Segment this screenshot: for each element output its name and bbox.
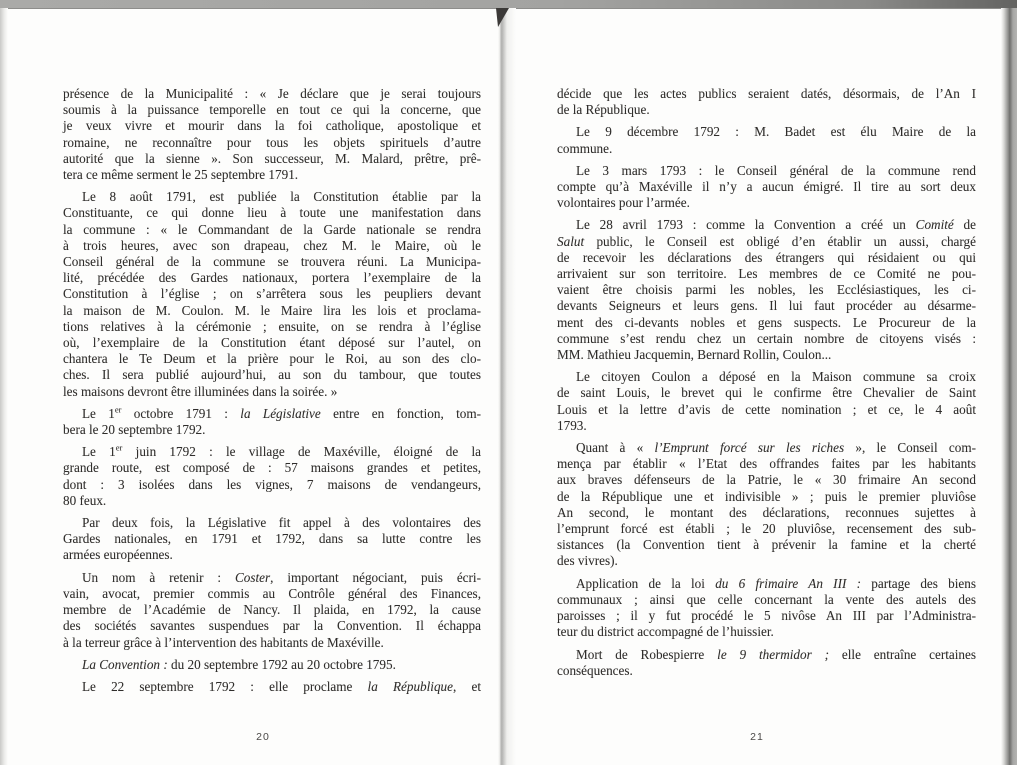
text-line: à la terreur grâce à l’intervention des habitants de Maxéville.	[63, 634, 384, 650]
text-line: chantera le Te Deum et la prière pour le Roi, au son des clo-	[63, 351, 481, 367]
text-line: Application de la loi du 6 frimaire An III : partage des biens	[576, 575, 976, 591]
text-line: sistances (la Convention tient à prévenir la famine et la cherté	[557, 537, 976, 553]
text-line: Louis et la lettre d’avis de cette nomination ; et ce, le 4 août	[557, 401, 976, 417]
text-line: Mort de Robespierre le 9 thermidor ; elle entraîne certaines	[576, 646, 976, 662]
text-line: à trois heures, avec son drapeau, chez M. le Maire, où le	[63, 237, 481, 253]
text-line: Le 8 août 1791, est publiée la Constitution établie par la	[82, 189, 481, 205]
text-line: lité, précédée des Gardes nationaux, portera l’exemplaire de la	[63, 270, 481, 286]
text-line: la maison de M. Coulon. M. le Maire lira les lois et proclama-	[63, 302, 481, 318]
text-line: ches. Il sera publié aujourd’hui, au son du tambour, que toutes	[63, 367, 481, 383]
text-line: ment des ci-devants nobles et gens suspects. Le Procureur de la	[557, 314, 976, 330]
text-line: je veux vivre et mourir dans la foi catholique, apostolique et	[63, 118, 481, 134]
text-line: tions relatives à la cérémonie ; ensuite, on se rendra à l’église	[63, 318, 481, 334]
text-line: La Convention : du 20 septembre 1792 au 20 octobre 1795.	[82, 656, 396, 672]
text-line: Le 22 septembre 1792 : elle proclame la République, et	[82, 678, 481, 694]
text-line: Le citoyen Coulon a déposé en la Maison commune sa croix	[576, 369, 976, 385]
text-line: devants Seigneurs et leurs gens. Il lui faut procéder au désarme-	[557, 298, 976, 314]
right-page-text-block	[557, 86, 976, 679]
paragraph	[557, 163, 976, 212]
paragraph	[63, 189, 481, 400]
paragraph	[557, 217, 976, 363]
text-line: les maisons devront être illuminées dans la soirée. »	[63, 383, 338, 399]
paragraph	[63, 515, 481, 564]
paragraph	[63, 657, 481, 673]
paragraph	[557, 576, 976, 641]
text-line: présence de la Municipalité : « Je déclare que je serai toujours	[63, 86, 481, 101]
text-line: vaient être choisis parmi les nobles, les Ecclésiastiques, les ci-	[557, 282, 976, 298]
paragraph	[557, 86, 976, 118]
text-line: Le 3 mars 1793 : le Conseil général de la commune rend	[576, 162, 976, 178]
text-line: soumis à la puissance temporelle en tout ce qui la concerne, que	[63, 102, 481, 118]
text-line: autorité que la sienne ». Son successeur, M. Malard, prêtre, prê-	[63, 150, 481, 166]
text-line: aux braves défenseurs de la Patrie, le « 30 frimaire An second	[557, 472, 976, 488]
text-line: romaine, ne reconnaître pour tous les objets spirituels d’autre	[63, 134, 481, 150]
text-line: Le 28 avril 1793 : comme la Convention a créé un Comité de	[576, 217, 977, 233]
text-line: de recevoir les déclarations des étrangers qui résidaient ou qui	[557, 249, 976, 265]
text-line: 80 feux.	[63, 492, 107, 508]
text-line: la commune : « le Commandant de la Garde nationale se rendra	[63, 221, 481, 237]
book-outer-edge-left	[0, 8, 8, 765]
text-line: Conseil général de la commune se trouvera réuni. La Municipa-	[63, 254, 481, 270]
text-line: compte qu’à Maxéville il n’y a aucun émigré. Il tire au sort deux	[557, 179, 976, 195]
text-line: grande route, est composé de : 57 maisons grandes et petites,	[63, 460, 481, 476]
left-page-text-block	[63, 86, 481, 695]
text-line: Un nom à retenir : Coster, important négociant, puis écri-	[82, 569, 481, 585]
page-number-right: 21	[750, 731, 764, 743]
paragraph	[557, 369, 976, 434]
text-line: commune.	[557, 140, 613, 156]
text-line: Constitution à l’église ; on s’arrêtera sous les peupliers devant	[63, 286, 481, 302]
book-outer-edge-right	[1001, 8, 1017, 765]
book-gutter	[498, 8, 516, 765]
text-line: conséquences.	[557, 662, 633, 678]
text-line: des vivres).	[557, 553, 618, 569]
text-line: Le 1er juin 1792 : le village de Maxéville, éloigné de la	[82, 442, 481, 460]
text-line: teur du district accompagné de l’huissier.	[557, 624, 774, 640]
text-line: communaux ; ainsi que celle concernant la vente des autels des	[557, 591, 976, 607]
text-line: paroisses ; il y fut procédé le 5 nivôse An III par l’Administra-	[557, 608, 976, 624]
text-line: des sociétés savantes suspendues par la Convention. Il échappa	[63, 618, 481, 634]
text-line: Constituante, ce qui donne lieu à toute une manifestation dans	[63, 205, 481, 221]
paragraph	[63, 444, 481, 509]
text-line: Gardes nationales, en 1791 et 1792, dans sa lutte contre les	[63, 531, 481, 547]
text-line: dont : 3 isolées dans les vignes, 7 maisons de vendangeurs,	[63, 476, 481, 492]
paragraph	[63, 570, 481, 651]
paragraph	[63, 406, 481, 438]
text-line: l’emprunt forcé est établi ; le 20 pluviôse, recensement des sub-	[557, 521, 976, 537]
text-line: commune s’est rendu chez un certain nombre de citoyens visés :	[557, 330, 976, 346]
text-line: MM. Mathieu Jacquemin, Bernard Rollin, Coulon...	[557, 347, 832, 363]
paragraph	[557, 647, 976, 679]
text-line: décide que les actes publics seraient datés, désormais, de l’An I	[557, 86, 976, 101]
text-line: Quant à « l’Emprunt forcé sur les riches », le Conseil com-	[576, 440, 976, 456]
text-line: où, l’exemplaire de la Constitution étant déposé sur l’autel, on	[63, 335, 481, 351]
paragraph	[63, 86, 481, 183]
text-line: tera ce même serment le 25 septembre 1791.	[63, 167, 299, 183]
page-number-left: 20	[256, 731, 270, 743]
gutter-shadow-notch	[496, 8, 509, 27]
text-line: Le 9 décembre 1792 : M. Badet est élu Maire de la	[576, 124, 976, 140]
paragraph	[557, 124, 976, 156]
text-line: vain, avocat, premier commis au Contrôle général des Finances,	[63, 585, 481, 601]
text-line: armées européennes.	[63, 547, 173, 563]
text-line: arrivaient sur son territoire. Les membres de ce Comité ne pou-	[557, 266, 976, 282]
text-line: de la République.	[557, 102, 650, 118]
text-line: de la République une et indivisible » ; puis le premier pluviôse	[557, 488, 976, 504]
text-line: Le 1er octobre 1791 : la Législative entre en fonction, tom-	[82, 404, 481, 421]
text-line: membre de l’Académie de Nancy. Il plaida, en 1792, la cause	[63, 602, 481, 618]
paragraph	[63, 679, 481, 695]
text-line: Par deux fois, la Législative fit appel à des volontaires des	[82, 515, 481, 531]
text-line: bera le 20 septembre 1792.	[63, 422, 206, 438]
text-line: de saint Louis, le brevet qui le confirme être Chevalier de Saint	[557, 385, 976, 401]
text-line: 1793.	[557, 417, 587, 433]
paragraph	[557, 440, 976, 570]
text-line: Salut public, le Conseil est obligé d’en établir un aussi, chargé	[557, 233, 976, 249]
text-line: mença par établir « l’Etat des offrandes faites par les habitants	[557, 456, 976, 472]
text-line: An second, le montant des déclarations, reconnues sujettes à	[557, 504, 976, 520]
text-line: volontaires pour l’armée.	[557, 195, 690, 211]
